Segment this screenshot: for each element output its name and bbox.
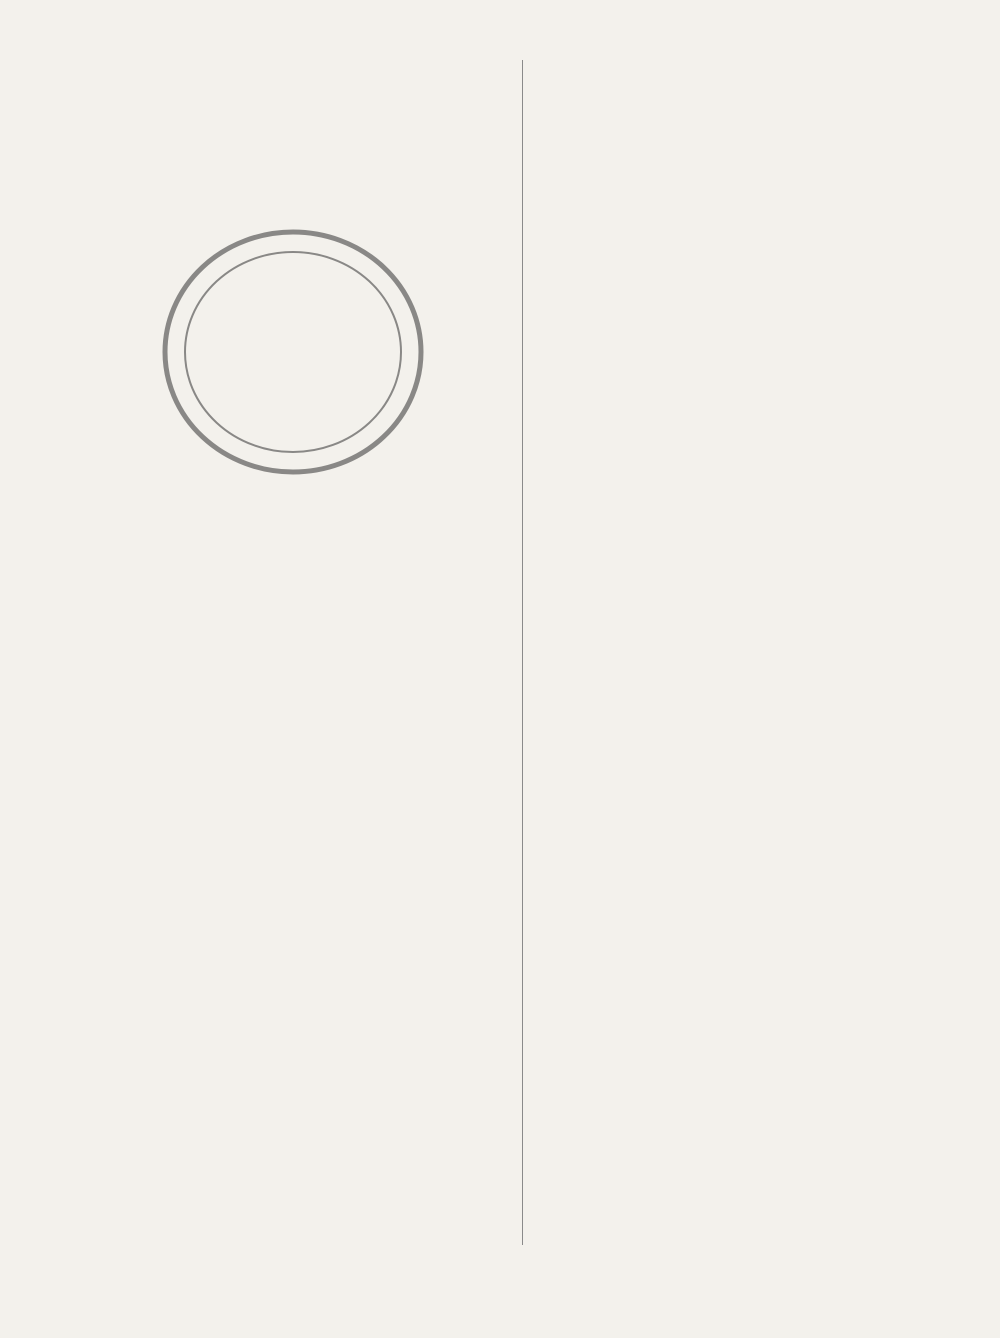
column-divider xyxy=(522,60,523,1245)
watermark-logo xyxy=(810,1218,980,1328)
circular-stamp xyxy=(158,222,428,482)
